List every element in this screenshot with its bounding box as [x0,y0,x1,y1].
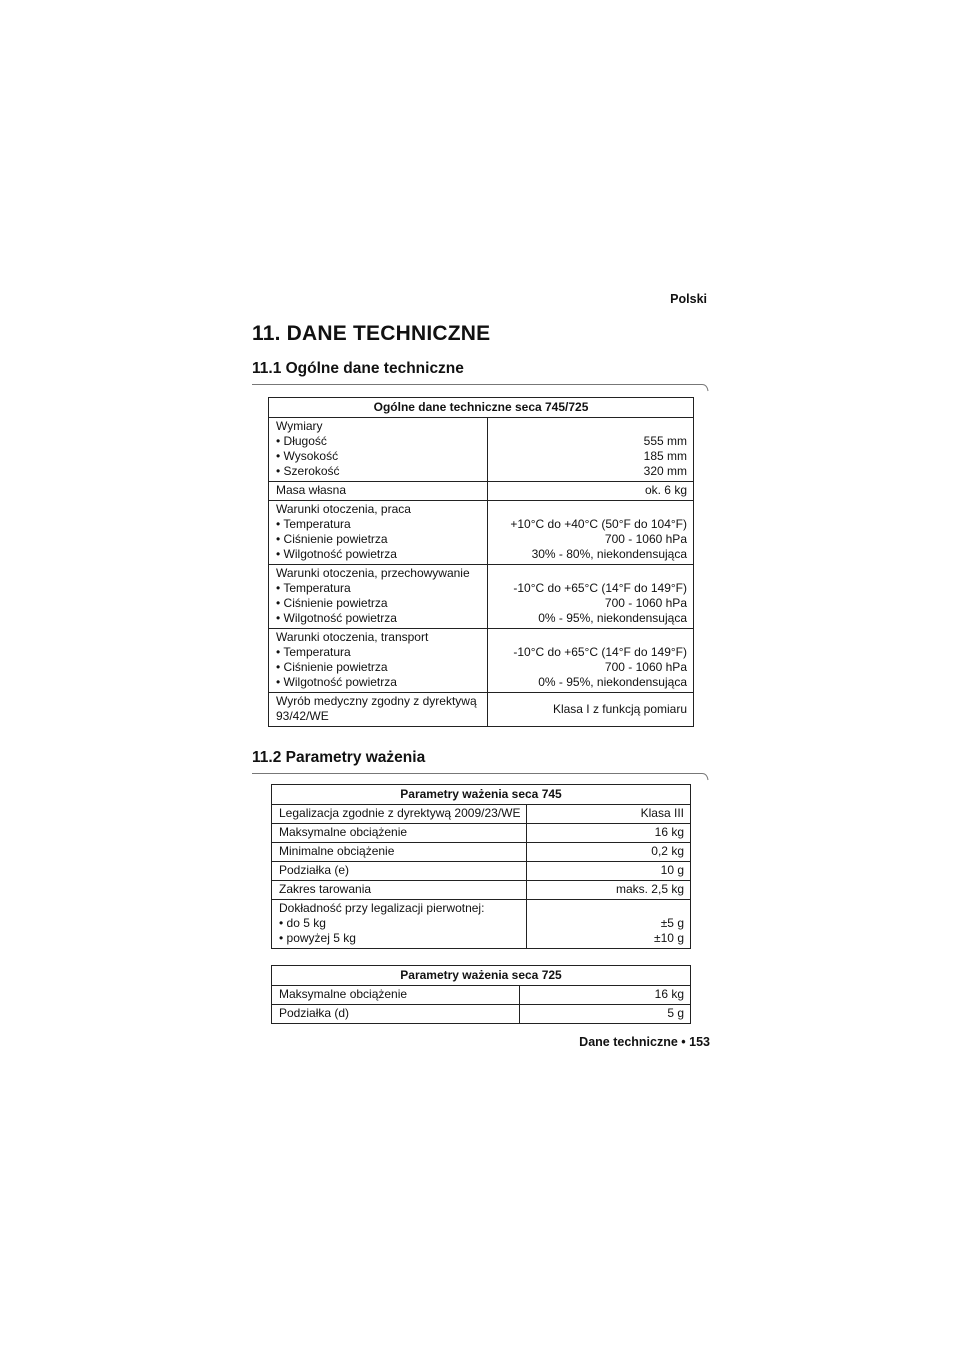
parameter-cell [272,843,527,862]
value-text: ±10 g [654,931,684,945]
value-text: ±5 g [660,916,684,930]
parameter-cell [272,881,527,900]
section-rule [252,769,710,781]
value-text [494,502,687,517]
value-cell [487,501,693,565]
value-cell [527,900,691,949]
parameter-text: • Ciśnienie powietrza [276,596,388,610]
section-title-weighing: 11.2 Parametry ważenia [252,749,426,766]
parameter-text: • powyżej 5 kg [279,931,356,945]
parameter-text: Warunki otoczenia, transport [276,630,429,644]
parameter-cell [269,565,488,629]
parameter-cell [269,693,488,727]
parameter-text: Maksymalne obciążenie [279,987,408,1001]
parameter-cell [269,501,488,565]
parameter-text: Wyrób medyczny zgodny z dyrektywą [276,694,477,708]
value-text: 555 mm [643,434,687,448]
value-text: 16 kg [654,825,684,839]
parameter-text: Podziałka (e) [279,863,350,877]
value-text: 0% - 95%, niekondensująca [538,611,687,625]
parameter-text: • Szerokość [276,464,340,478]
value-cell [487,418,693,482]
parameter-text: • Ciśnienie powietrza [276,532,388,546]
value-text: 30% - 80%, niekondensująca [531,547,687,561]
parameter-text: Masa własna [276,483,347,497]
value-text: 0,2 kg [651,844,684,858]
weighing-725-table [271,965,691,1024]
value-text: 10 g [660,863,684,877]
section-rule [252,380,710,392]
value-text: maks. 2,5 kg [615,882,684,896]
value-cell [527,805,691,824]
table-row [269,629,694,693]
value-text: 700 - 1060 hPa [604,532,687,546]
value-cell [519,986,690,1005]
value-cell [519,1005,690,1024]
language-label: Polski [670,292,707,306]
table-row [272,986,691,1005]
table-caption: Ogólne dane techniczne seca 745/725 [269,398,694,418]
table-caption: Parametry ważenia seca 745 [272,785,691,805]
parameter-text: Zakres tarowania [279,882,372,896]
value-text: 320 mm [643,464,687,478]
value-text: 185 mm [643,449,687,463]
table-row [269,482,694,501]
parameter-text: Legalizacja zgodnie z dyrektywą 2009/23/WE [279,806,521,820]
value-text [533,901,684,916]
value-text: -10°C do +65°C (14°F do 149°F) [513,645,687,659]
parameter-text: • do 5 kg [279,916,326,930]
chapter-title: 11. DANE TECHNICZNE [252,322,491,345]
parameter-cell [272,824,527,843]
value-text: 5 g [667,1006,684,1020]
parameter-text: • Ciśnienie powietrza [276,660,388,674]
value-text: ok. 6 kg [644,483,687,497]
parameter-text: • Wysokość [276,449,339,463]
weighing-745-table [271,784,691,949]
parameter-text: • Temperatura [276,581,351,595]
value-cell [487,482,693,501]
section-title-general: 11.1 Ogólne dane techniczne [252,360,464,377]
value-text: 0% - 95%, niekondensująca [538,675,687,689]
value-text [494,630,687,645]
parameter-text: Minimalne obciążenie [279,844,395,858]
value-text: 700 - 1060 hPa [604,596,687,610]
value-cell [527,881,691,900]
parameter-text: Dokładność przy legalizacji pierwotnej: [279,901,485,915]
table-row [269,693,694,727]
parameter-text: • Temperatura [276,517,351,531]
value-cell [527,862,691,881]
parameter-cell [269,418,488,482]
value-text: -10°C do +65°C (14°F do 149°F) [513,581,687,595]
value-text: 700 - 1060 hPa [604,660,687,674]
value-text [494,566,687,581]
table-caption: Parametry ważenia seca 725 [272,966,691,986]
table-row [272,862,691,881]
parameter-text: • Wilgotność powietrza [276,675,397,689]
parameter-text: 93/42/WE [276,709,329,723]
value-text: 16 kg [654,987,684,1001]
parameter-text: Podziałka (d) [279,1006,350,1020]
parameter-cell [272,862,527,881]
parameter-text: Warunki otoczenia, praca [276,502,411,516]
table-row [272,1005,691,1024]
table-row [272,900,691,949]
table-row [269,418,694,482]
parameter-text: Warunki otoczenia, przechowywanie [276,566,470,580]
value-text [494,419,687,434]
parameter-cell [272,986,520,1005]
parameter-cell [272,805,527,824]
parameter-cell [272,1005,520,1024]
parameter-cell [272,900,527,949]
table-row [272,881,691,900]
table-row [272,824,691,843]
parameter-text: • Wilgotność powietrza [276,547,397,561]
value-text: +10°C do +40°C (50°F do 104°F) [510,517,687,531]
value-cell [487,629,693,693]
value-cell [487,565,693,629]
parameter-text: Wymiary [276,419,323,433]
page-footer: Dane techniczne • 153 [579,1035,710,1049]
parameter-text: Maksymalne obciążenie [279,825,408,839]
parameter-cell [269,629,488,693]
parameter-text: • Długość [276,434,327,448]
value-text: Klasa I z funkcją pomiaru [552,701,687,716]
value-text: Klasa III [640,806,684,820]
table-row [272,805,691,824]
table-row [269,565,694,629]
parameter-text: • Temperatura [276,645,351,659]
table-row [269,501,694,565]
value-cell [487,693,693,727]
table-row [272,843,691,862]
value-cell [527,824,691,843]
parameter-text: • Wilgotność powietrza [276,611,397,625]
parameter-cell [269,482,488,501]
general-specs-table [268,397,694,727]
value-cell [527,843,691,862]
